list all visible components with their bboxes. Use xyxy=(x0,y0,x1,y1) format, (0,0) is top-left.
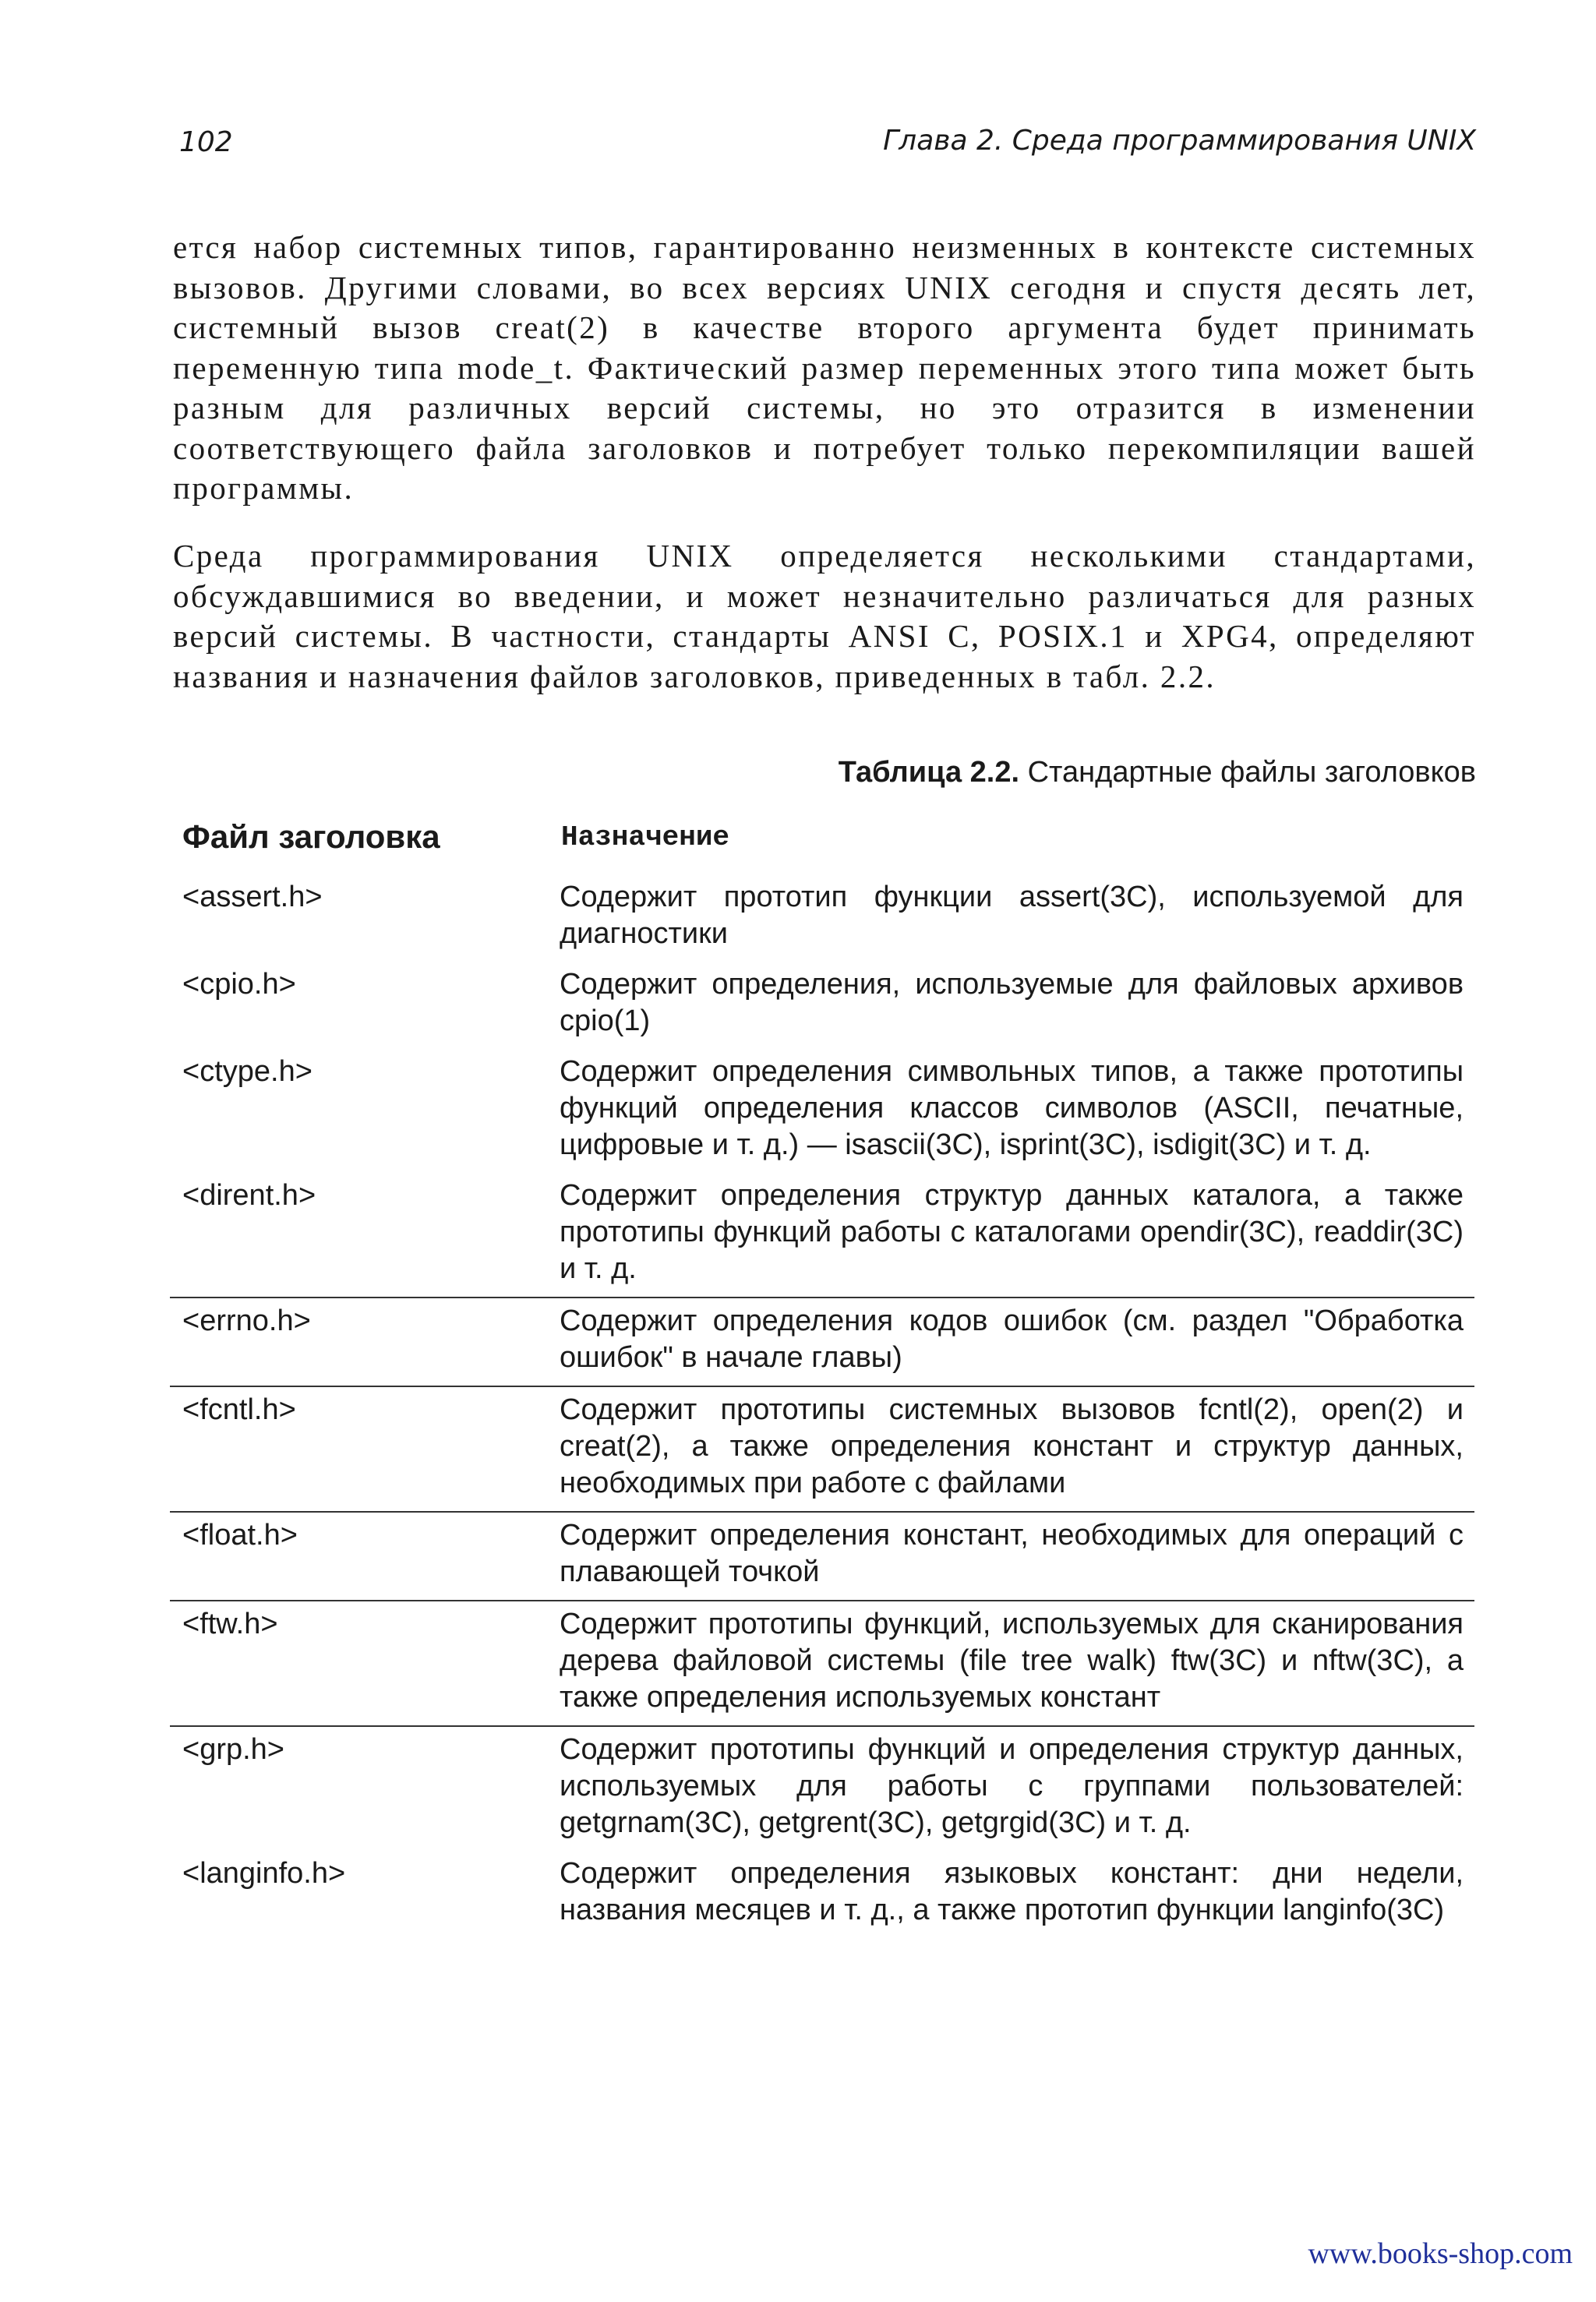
table-caption-label: Таблица 2.2. xyxy=(838,756,1020,789)
table-row xyxy=(170,1851,1474,1938)
header-file-purpose: Содержит определения структур данных каталога, а также прототипы функций работы с каталогами opendir(3C), readdir(3C) и т. д. xyxy=(560,1179,1464,1285)
footer-url-link[interactable]: www.books-shop.com xyxy=(1308,2237,1573,2270)
table-row xyxy=(170,1297,1474,1386)
table-caption-text: Стандартные файлы заголовков xyxy=(1027,756,1476,789)
page-number: 102 xyxy=(179,126,233,158)
header-file-purpose: Содержит прототипы функций и определения структур данных, используемых для работы с группами пользователей: getgrnam(3C), getgrent(3C), getgrgid(3C) и т. д. xyxy=(560,1733,1464,1839)
header-file-name: <ctype.h> xyxy=(182,1055,312,1088)
header-file-purpose: Содержит определения кодов ошибок (см. раздел "Обработка ошибок" в начале главы) xyxy=(560,1305,1464,1374)
table-row xyxy=(170,1725,1474,1851)
header-file-name: <dirent.h> xyxy=(182,1179,316,1212)
header-file-name: <ftw.h> xyxy=(182,1608,278,1640)
header-file-name: <fcntl.h> xyxy=(182,1393,296,1426)
header-file-purpose: Содержит определения символьных типов, а также прототипы функций определения классов символов (ASCII, печатные, цифровые и т. д.) — isascii(3C), isprint(3C), isdigit(3C) и т. д. xyxy=(560,1055,1464,1161)
header-file-purpose: Содержит определения констант, необходимых для операций с плавающей точкой xyxy=(560,1519,1464,1588)
header-file-purpose: Содержит определения, используемые для файловых архивов cpio(1) xyxy=(560,968,1464,1037)
table-row xyxy=(170,1386,1474,1511)
header-file-name: <grp.h> xyxy=(182,1733,284,1766)
paragraph-2: Среда программирования UNIX определяется несколькими стандартами, обсуждавшимися во введении, и может незначительно различаться для разных версий системы. В частности, стандарты ANSI С, POSIX.1 и XPG4, определяют названия и назначения файлов заголовков, приведенных в табл. 2.2. xyxy=(173,538,1476,694)
column-header-purpose: Назначение xyxy=(561,821,730,853)
headers-table xyxy=(170,874,1474,1938)
header-file-name: <float.h> xyxy=(182,1519,298,1552)
paragraph-1: ется набор системных типов, гарантированно неизменных в контексте системных вызовов. Другими словами, во всех версиях UNIX сегодня и спустя десять лет, системный вызов creat(2) в качестве второго аргумента будет принимать переменную типа mode_t. Фактический размер переменных этого типа может быть разным для различных версий системы, но это отразится в изменении соответствующего файла заголовков и потребует только перекомпиляции вашей программы. xyxy=(173,229,1476,506)
table-caption xyxy=(839,756,1476,789)
running-title: Глава 2. Среда программирования UNIX xyxy=(883,125,1476,157)
table-row xyxy=(170,1173,1474,1297)
header-file-name: <langinfo.h> xyxy=(182,1857,346,1890)
header-file-name: <cpio.h> xyxy=(182,968,296,1001)
table-row xyxy=(170,1511,1474,1600)
header-file-name: <assert.h> xyxy=(182,881,323,913)
header-file-purpose: Содержит прототипы функций, используемых для сканирования дерева файловой системы (file tree walk) ftw(3C) и nftw(3C), а также определения используемых констант xyxy=(560,1608,1464,1714)
page-header xyxy=(179,118,1476,165)
header-file-purpose: Содержит прототипы системных вызовов fcntl(2), open(2) и creat(2), а также определения констант и структур данных, необходимых при работе с файлами xyxy=(560,1393,1464,1499)
table-row xyxy=(170,874,1474,962)
header-file-name: <errno.h> xyxy=(182,1305,311,1337)
header-file-purpose: Содержит прототип функции assert(3C), используемой для диагностики xyxy=(560,881,1464,950)
table-header xyxy=(182,818,1476,865)
header-file-purpose: Содержит определения языковых констант: дни недели, названия месяцев и т. д., а также прототип функции langinfo(3C) xyxy=(560,1857,1464,1926)
column-header-file: Файл заголовка xyxy=(182,818,440,855)
table-row xyxy=(170,1600,1474,1725)
table-row xyxy=(170,1049,1474,1173)
table-row xyxy=(170,962,1474,1049)
